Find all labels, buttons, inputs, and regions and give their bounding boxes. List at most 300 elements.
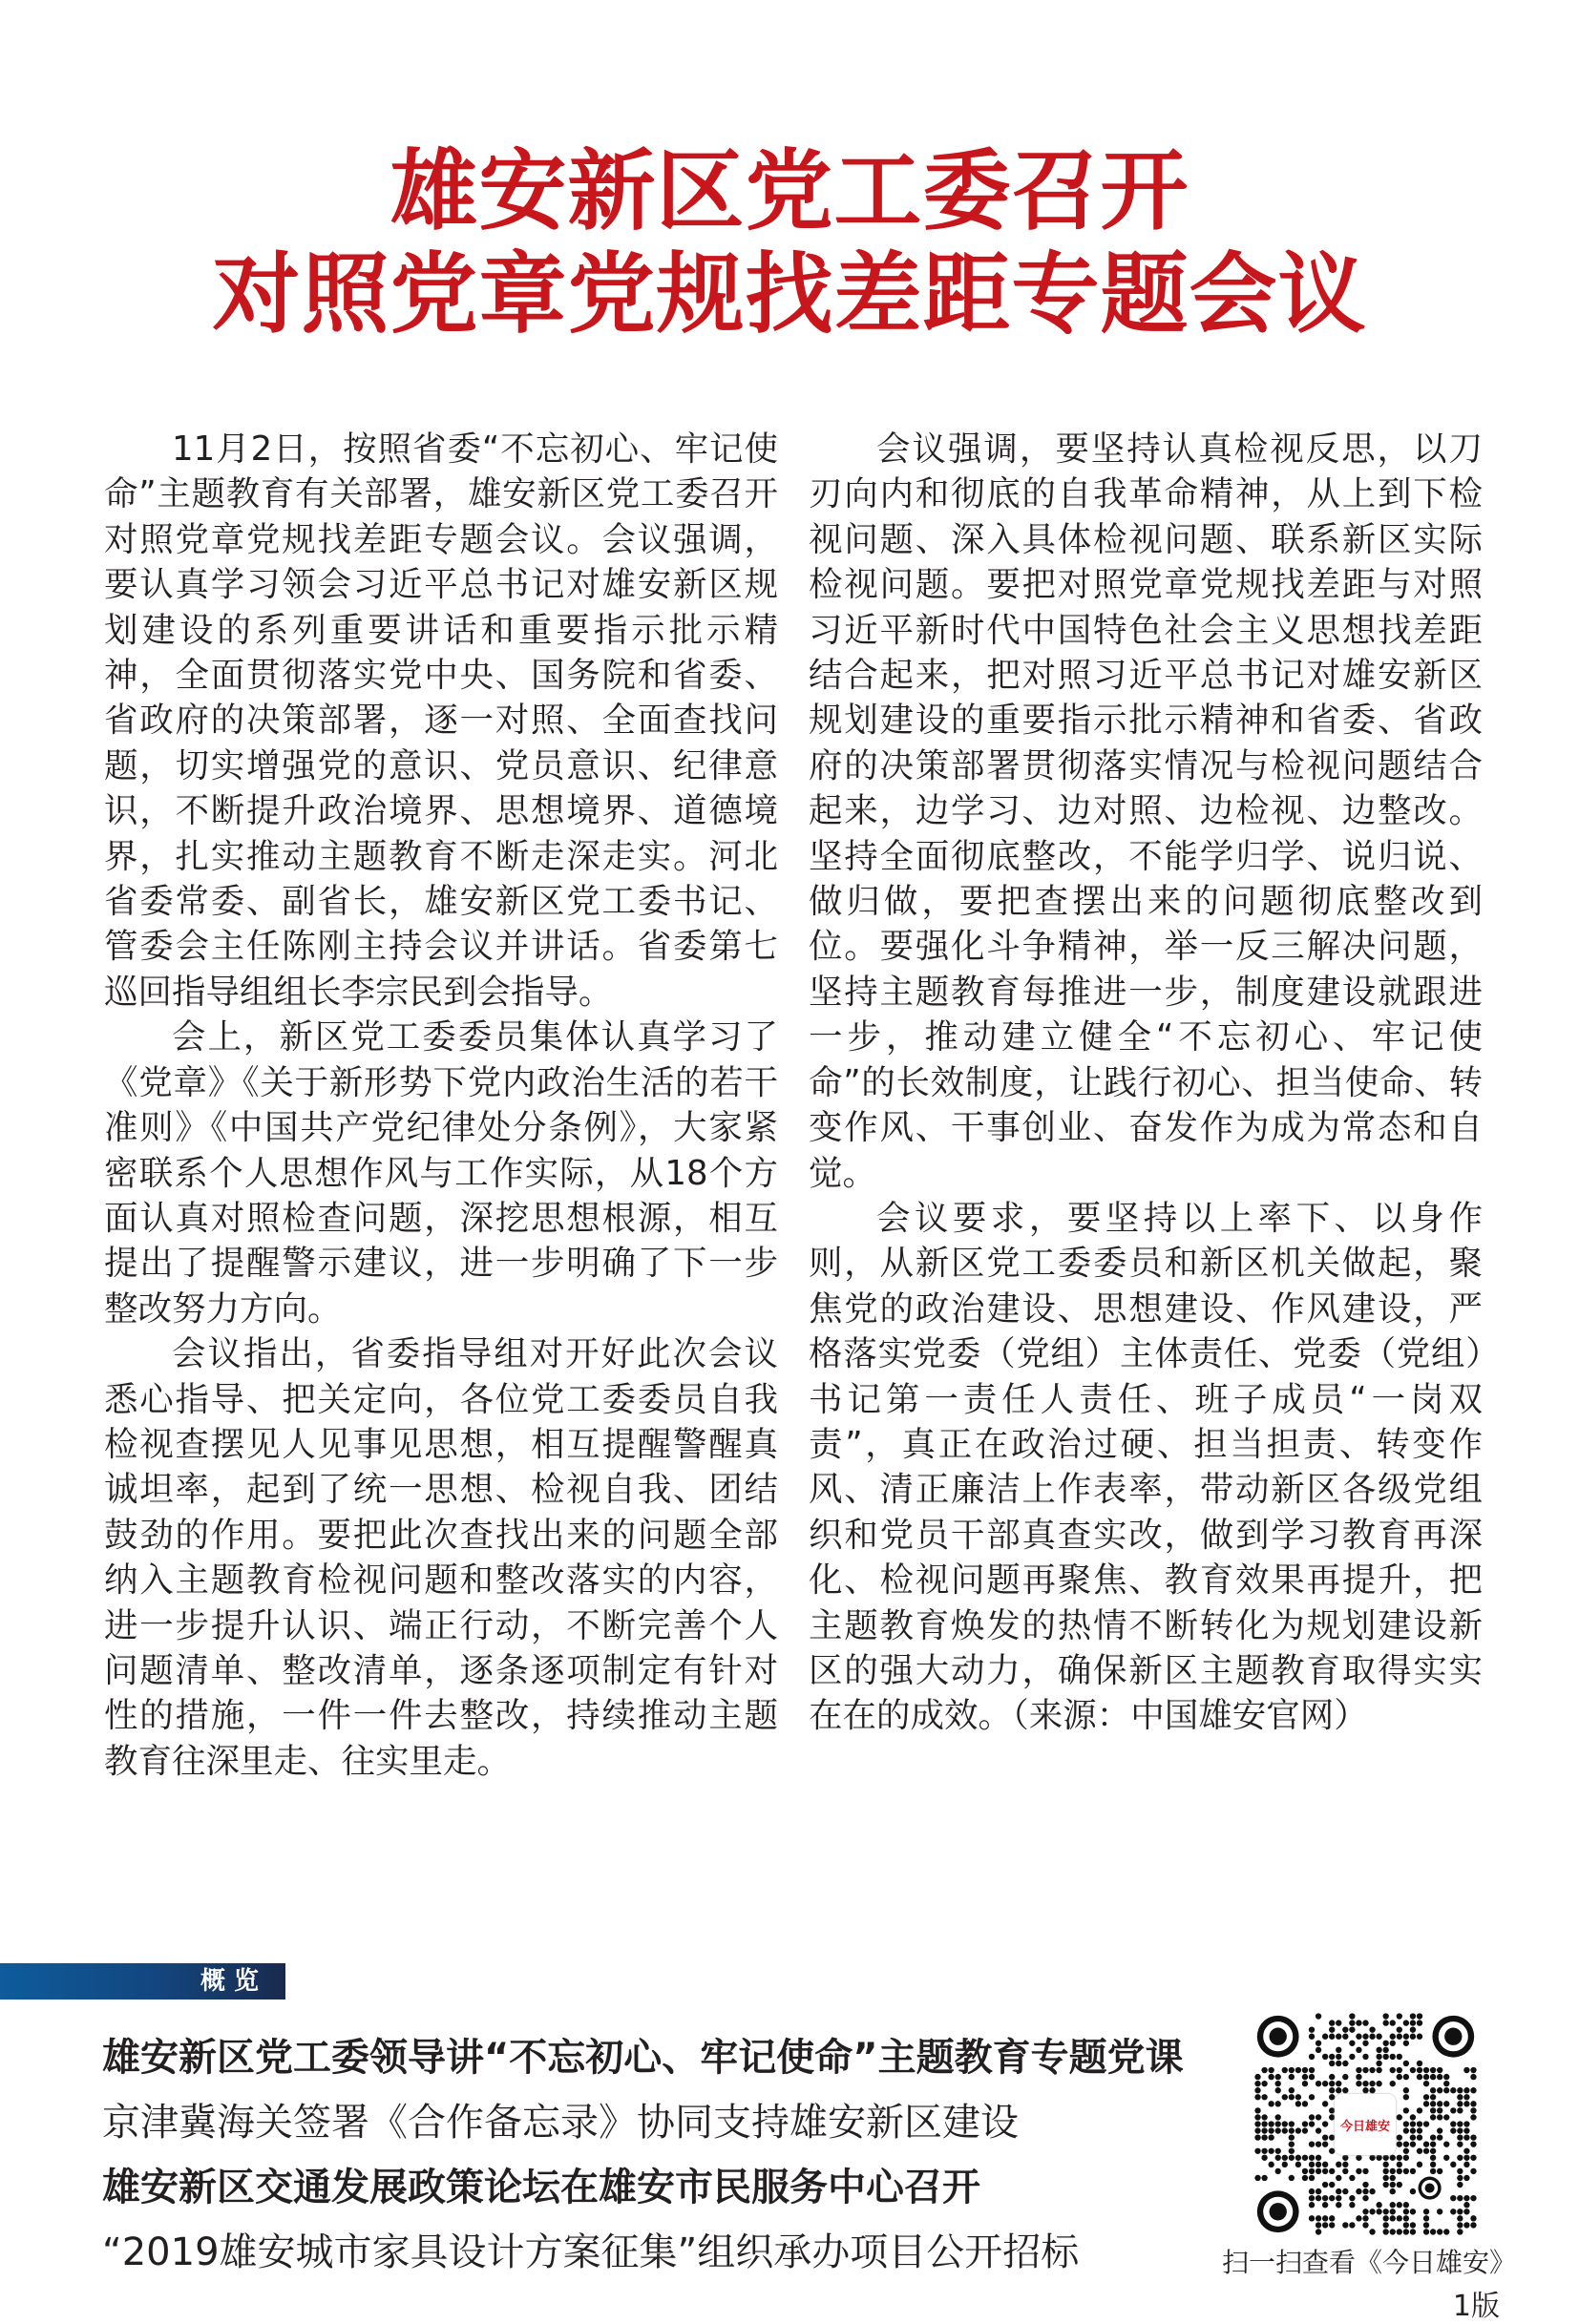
qr-module (1254, 2148, 1260, 2154)
qr-module (1356, 2081, 1361, 2086)
qr-module (1437, 2168, 1442, 2174)
qr-module (1336, 2162, 1341, 2167)
qr-module (1309, 2168, 1315, 2174)
qr-module (1316, 2114, 1321, 2120)
qr-module (1309, 2034, 1315, 2040)
qr-module (1342, 2168, 1348, 2174)
qr-module (1322, 2222, 1328, 2228)
qr-module (1430, 2162, 1436, 2167)
qr-module (1423, 2209, 1429, 2214)
qr-module (1470, 2074, 1476, 2080)
qr-module (1261, 2175, 1267, 2181)
qr-module (1403, 2222, 1409, 2228)
qr-module (1282, 2162, 1288, 2167)
qr-module (1289, 2148, 1295, 2154)
qr-module (1450, 2209, 1456, 2214)
overview-headline[interactable]: 雄安新区交通发展政策论坛在雄安市民服务中心召开 (102, 2166, 980, 2210)
qr-module (1383, 2047, 1389, 2053)
qr-module (1329, 2081, 1335, 2086)
qr-module (1423, 2215, 1429, 2221)
qr-module (1463, 2155, 1469, 2161)
qr-module (1457, 2215, 1463, 2221)
qr-module (1342, 2061, 1348, 2066)
qr-module (1254, 2135, 1260, 2141)
qr-module (1336, 2020, 1341, 2026)
qr-module (1470, 2168, 1476, 2174)
qr-module (1397, 2034, 1402, 2040)
qr-module (1261, 2128, 1267, 2134)
qr-module (1356, 2188, 1361, 2194)
qr-module (1403, 2034, 1409, 2040)
qr-module (1349, 2175, 1355, 2181)
qr-module (1322, 2034, 1328, 2040)
qr-module (1383, 2215, 1389, 2221)
qr-module (1423, 2142, 1429, 2147)
qr-module (1302, 2128, 1308, 2134)
qr-module (1362, 2215, 1368, 2221)
qr-module (1390, 2034, 1396, 2040)
overview-headline[interactable]: 京津冀海关签署《合作备忘录》协同支持雄安新区建设 (102, 2101, 1019, 2146)
qr-module (1356, 2155, 1361, 2161)
qr-module (1289, 2122, 1295, 2127)
qr-module (1316, 2229, 1321, 2234)
qr-module (1376, 2047, 1381, 2053)
qr-module (1261, 2155, 1267, 2161)
qr-module (1289, 2087, 1295, 2093)
qr-module (1403, 2209, 1409, 2214)
qr-module (1417, 2107, 1422, 2113)
qr-module (1295, 2128, 1301, 2134)
qr-module (1423, 2067, 1429, 2073)
article-paragraph: 会议要求，要坚持以上率下、以身作则，从新区党工委委员和新区机关做起，聚焦党的政治建设、思想建设、作风建设，严格落实党委（党组）主体责任、党委（党组）书记第一责任人责任、班子成员“一岗双责”，真正在政治过硬、担当担责、转变作风、清正廉洁上作表率，带动新区各级党组织和党员干部真查实改，做到学习教育再深化、检视问题再聚焦、教育效果再提升，把主题教育焕发的热情不断转化为规划建设新区的强大动力，确保新区主题教育取得实实在在的成效。（来源：中国雄安官网） (809, 1198, 1483, 1736)
qr-module (1302, 2122, 1308, 2127)
qr-module (1403, 2107, 1409, 2113)
qr-module (1463, 2135, 1469, 2141)
qr-module (1342, 2155, 1348, 2161)
qr-module (1316, 2142, 1321, 2147)
qr-module (1329, 2222, 1335, 2228)
qr-module (1316, 2195, 1321, 2201)
qr-module (1410, 2142, 1416, 2147)
qr-module (1463, 2162, 1469, 2167)
qr-module (1275, 2114, 1281, 2120)
qr-module (1268, 2162, 1274, 2167)
qr-module (1390, 2155, 1396, 2161)
qr-module (1397, 2074, 1402, 2080)
article-paragraph: 会议指出，省委指导组对开好此次会议悉心指导、把关定向，各位党工委委员自我检视查摆见人见事见思想，相互提醒警醒真诚坦率，起到了统一思想、检视自我、团结鼓劲的作用。要把此次查找出来的问题全部纳入主题教育检视问题和整改落实的内容，进一步提升认识、端正行动，不断完善个人问题清单、整改清单，逐条逐项制定有针对性的措施，一件一件去整改，持续推动主题教育往深里走、往实里走。 (104, 1334, 778, 1781)
qr-module (1437, 2087, 1442, 2093)
qr-module (1268, 2128, 1274, 2134)
qr-module (1437, 2128, 1442, 2134)
qr-module (1336, 2202, 1341, 2208)
qr-module (1295, 2155, 1301, 2161)
qr-module (1316, 2081, 1321, 2086)
qr-module (1463, 2128, 1469, 2134)
qr-module (1383, 2168, 1389, 2174)
qr-module (1457, 2107, 1463, 2113)
qr-module (1261, 2067, 1267, 2073)
qr-module (1417, 2074, 1422, 2080)
qr-module (1470, 2142, 1476, 2147)
qr-module (1376, 2155, 1381, 2161)
qr-module (1417, 2148, 1422, 2154)
qr-module (1362, 2195, 1368, 2201)
qr-module (1390, 2054, 1396, 2060)
qr-module (1410, 2020, 1416, 2026)
qr-module (1397, 2027, 1402, 2033)
qr-finder-pattern (1444, 2028, 1462, 2045)
qr-module (1450, 2162, 1456, 2167)
qr-module (1295, 2094, 1301, 2100)
qr-module (1289, 2094, 1295, 2100)
qr-module (1329, 2027, 1335, 2033)
qr-module (1336, 2195, 1341, 2201)
qr-module (1397, 2054, 1402, 2060)
qr-module (1369, 2229, 1375, 2234)
qr-module (1383, 2162, 1389, 2167)
qr-module (1289, 2155, 1295, 2161)
qr-module (1403, 2148, 1409, 2154)
qr-module (1309, 2188, 1315, 2194)
qr-module (1403, 2155, 1409, 2161)
qr-module (1316, 2041, 1321, 2046)
qr-module (1390, 2188, 1396, 2194)
qr-module (1282, 2067, 1288, 2073)
qr-module (1463, 2094, 1469, 2100)
qr-module (1302, 2155, 1308, 2161)
qr-module (1410, 2209, 1416, 2214)
qr-module (1457, 2182, 1463, 2188)
qr-module (1423, 2222, 1429, 2228)
qr-module (1410, 2188, 1416, 2194)
qr-module (1369, 2027, 1375, 2033)
qr-module (1336, 2047, 1341, 2053)
qr-module (1463, 2222, 1469, 2228)
qr-module (1289, 2067, 1295, 2073)
qr-module (1349, 2202, 1355, 2208)
page-label: 1版 (1452, 2290, 1500, 2324)
qr-module (1450, 2128, 1456, 2134)
qr-module (1369, 2081, 1375, 2086)
qr-module (1423, 2074, 1429, 2080)
qr-module (1390, 2168, 1396, 2174)
qr-module (1403, 2122, 1409, 2127)
qr-module (1403, 2094, 1409, 2100)
qr-module (1309, 2067, 1315, 2073)
qr-module (1403, 2041, 1409, 2046)
qr-module (1302, 2067, 1308, 2073)
qr-module (1342, 2074, 1348, 2080)
qr-module (1470, 2101, 1476, 2106)
qr-module (1457, 2135, 1463, 2141)
qr-module (1342, 2222, 1348, 2228)
article-title-line-2: 对照党章党规找差距专题会议 (212, 242, 1367, 345)
qr-module (1450, 2087, 1456, 2093)
qr-module (1383, 2175, 1389, 2181)
qr-module (1282, 2128, 1288, 2134)
qr-module (1390, 2182, 1396, 2188)
qr-module (1457, 2195, 1463, 2201)
qr-module (1457, 2155, 1463, 2161)
qr-module (1443, 2074, 1449, 2080)
qr-module (1369, 2067, 1375, 2073)
qr-module (1309, 2155, 1315, 2161)
qr-module (1457, 2229, 1463, 2234)
qr-module (1463, 2202, 1469, 2208)
qr-module (1410, 2168, 1416, 2174)
qr-module (1342, 2027, 1348, 2033)
qr-module (1295, 2067, 1301, 2073)
qr-module (1322, 2142, 1328, 2147)
qr-module (1254, 2094, 1260, 2100)
qr-module (1329, 2215, 1335, 2221)
qr-module (1403, 2229, 1409, 2234)
qr-module (1349, 2027, 1355, 2033)
qr-module (1268, 2122, 1274, 2127)
qr-module (1376, 2061, 1381, 2066)
qr-module (1397, 2135, 1402, 2141)
overview-banner: 概 览 (0, 1963, 285, 1999)
qr-module (1470, 2114, 1476, 2120)
qr-module (1457, 2087, 1463, 2093)
article-paragraph: 11月2日，按照省委“不忘初心、牢记使命”主题教育有关部署，雄安新区党工委召开对照党章党规找差距专题会议。会议强调，要认真学习领会习近平总书记对雄安新区规划建设的系列重要讲话和重要指示批示精神，全面贯彻落实党中央、国务院和省委、省政府的决策部署，逐一对照、全面查找问题，切实增强党的意识、党员意识、纪律意识，不断提升政治境界、思想境界、道德境界，扎实推动主题教育不断走深走实。河北省委常委、副省长，雄安新区党工委书记、管委会主任陈刚主持会议并讲话。省委第七巡回指导组组长李宗民到会指导。 (104, 429, 778, 1012)
qr-module (1417, 2034, 1422, 2040)
qr-module (1390, 2020, 1396, 2026)
qr-module (1437, 2107, 1442, 2113)
qr-module (1390, 2175, 1396, 2181)
qr-module (1403, 2087, 1409, 2093)
qr-module (1369, 2209, 1375, 2214)
qr-module (1410, 2014, 1416, 2020)
qr-module (1470, 2222, 1476, 2228)
qr-module (1437, 2135, 1442, 2141)
qr-module (1322, 2168, 1328, 2174)
qr-module (1403, 2074, 1409, 2080)
qr-module (1383, 2209, 1389, 2214)
qr-module (1430, 2168, 1436, 2174)
qr-module (1329, 2061, 1335, 2066)
qr-module (1336, 2054, 1341, 2060)
qr-module (1336, 2081, 1341, 2086)
qr-module (1356, 2047, 1361, 2053)
qr-module (1397, 2202, 1402, 2208)
qr-module (1383, 2182, 1389, 2188)
qr-module (1316, 2222, 1321, 2228)
qr-module (1302, 2101, 1308, 2106)
qr-module (1369, 2155, 1375, 2161)
qr-module (1289, 2175, 1295, 2181)
qr-module (1383, 2014, 1389, 2020)
qr-module (1410, 2034, 1416, 2040)
qr-module (1417, 2128, 1422, 2134)
qr-module (1397, 2014, 1402, 2020)
qr-logo: 今日雄安 (1335, 2094, 1396, 2155)
qr-module (1356, 2067, 1361, 2073)
qr-module (1410, 2114, 1416, 2120)
overview-headline[interactable]: 雄安新区党工委领导讲“不忘初心、牢记使命”主题教育专题党课 (102, 2036, 1184, 2081)
qr-module (1316, 2014, 1321, 2020)
qr-module (1397, 2182, 1402, 2188)
qr-finder-pattern (1270, 2028, 1287, 2045)
qr-module (1403, 2168, 1409, 2174)
qr-module (1362, 2222, 1368, 2228)
qr-module (1376, 2209, 1381, 2214)
qr-module (1362, 2182, 1368, 2188)
qr-module (1470, 2195, 1476, 2201)
qr-module (1390, 2215, 1396, 2221)
qr-module (1275, 2074, 1281, 2080)
qr-module (1329, 2195, 1335, 2201)
qr-module (1383, 2155, 1389, 2161)
qr-module (1282, 2155, 1288, 2161)
qr-module (1437, 2229, 1442, 2234)
qr-module (1316, 2215, 1321, 2221)
qr-module (1261, 2114, 1267, 2120)
qr-module (1302, 2175, 1308, 2181)
overview-section (0, 1963, 1579, 2324)
qr-module (1443, 2155, 1449, 2161)
qr-module (1322, 2081, 1328, 2086)
qr-module (1403, 2061, 1409, 2066)
qr-module (1254, 2175, 1260, 2181)
qr-module (1336, 2034, 1341, 2040)
qr-module (1403, 2202, 1409, 2208)
qr-module (1275, 2155, 1281, 2161)
qr-module (1289, 2135, 1295, 2141)
qr-module (1362, 2081, 1368, 2086)
qr-module (1376, 2202, 1381, 2208)
qr-module (1430, 2229, 1436, 2234)
qr-caption: 扫一扫查看《今日雄安》 (1222, 2247, 1517, 2279)
qr-module (1261, 2081, 1267, 2086)
article-paragraph: 会议强调，要坚持认真检视反思，以刀刃向内和彻底的自我革命精神，从上到下检视问题、深入具体检视问题、联系新区实际检视问题。要把对照党章党规找差距与对照习近平新时代中国特色社会主义思想找差距结合起来，把对照习近平总书记对雄安新区规划建设的重要指示批示精神和省委、省政府的决策部署贯彻落实情况与检视问题结合起来，边学习、边对照、边检视、边整改。坚持全面彻底整改，不能学归学、说归说、做归做，要把查摆出来的问题彻底整改到位。要强化斗争精神，举一反三解决问题，坚持主题教育每推进一步，制度建设就跟进一步，推动建立健全“不忘初心、牢记使命”的长效制度，让践行初心、担当使命、转变作风、干事创业、奋发作为成为常态和自觉。 (809, 429, 1483, 1193)
qr-module (1403, 2020, 1409, 2026)
qr-module (1254, 2107, 1260, 2113)
qr-module (1443, 2114, 1449, 2120)
qr-module (1430, 2094, 1436, 2100)
qr-module (1397, 2114, 1402, 2120)
qr-module (1437, 2067, 1442, 2073)
qr-module (1423, 2101, 1429, 2106)
qr-module (1349, 2020, 1355, 2026)
qr-module (1417, 2014, 1422, 2020)
qr-module (1275, 2101, 1281, 2106)
qr-module (1437, 2209, 1442, 2214)
qr-module (1443, 2142, 1449, 2147)
qr-module (1336, 2087, 1341, 2093)
qr-module (1336, 2061, 1341, 2066)
qr-module (1261, 2135, 1267, 2141)
qr-module (1316, 2188, 1321, 2194)
qr-module (1376, 2067, 1381, 2073)
qr-module (1450, 2122, 1456, 2127)
qr-module (1397, 2162, 1402, 2167)
qr-module (1356, 2215, 1361, 2221)
qr-module (1302, 2168, 1308, 2174)
qr-module (1430, 2155, 1436, 2161)
qr-module (1309, 2027, 1315, 2033)
qr-module (1254, 2114, 1260, 2120)
qr-module (1437, 2101, 1442, 2106)
qr-module (1342, 2162, 1348, 2167)
qr-module (1457, 2101, 1463, 2106)
qr-module (1302, 2081, 1308, 2086)
qr-module (1423, 2122, 1429, 2127)
qr-module (1322, 2122, 1328, 2127)
qr-module (1390, 2209, 1396, 2214)
qr-module (1309, 2122, 1315, 2127)
qr-module (1309, 2074, 1315, 2080)
qr-module (1397, 2229, 1402, 2234)
qr-module (1336, 2188, 1341, 2194)
qr-module (1356, 2034, 1361, 2040)
qr-module (1369, 2034, 1375, 2040)
qr-module (1390, 2202, 1396, 2208)
qr-module (1349, 2054, 1355, 2060)
qr-module (1254, 2074, 1260, 2080)
qr-module (1369, 2087, 1375, 2093)
qr-module (1430, 2148, 1436, 2154)
qr-module (1397, 2155, 1402, 2161)
qr-module (1410, 2222, 1416, 2228)
qr-module (1417, 2135, 1422, 2141)
qr-module (1356, 2020, 1361, 2026)
qr-module (1403, 2142, 1409, 2147)
qr-module (1410, 2027, 1416, 2033)
qr-finder-pattern (1270, 2203, 1287, 2220)
qr-module (1322, 2135, 1328, 2141)
qr-module (1356, 2074, 1361, 2080)
qr-module (1309, 2142, 1315, 2147)
article-paragraph: 会上，新区党工委委员集体认真学习了《党章》《关于新形势下党内政治生活的若干准则》《中国共产党纪律处分条例》，大家紧密联系个人思想作风与工作实际，从18个方面认真对照检查问题，深挖思想根源，相互提出了提醒警示建议，进一步明确了下一步整改努力方向。 (104, 1017, 778, 1329)
qr-module (1289, 2142, 1295, 2147)
article-title-line-1: 雄安新区党工委召开 (389, 139, 1190, 242)
qr-module (1430, 2142, 1436, 2147)
qr-module (1362, 2041, 1368, 2046)
qr-module (1383, 2020, 1389, 2026)
qr-module (1423, 2229, 1429, 2234)
qr-module (1268, 2067, 1274, 2073)
qr-module (1362, 2168, 1368, 2174)
qr-module (1289, 2128, 1295, 2134)
qr-module (1362, 2034, 1368, 2040)
article-body (0, 427, 1579, 1784)
qr-module (1410, 2067, 1416, 2073)
qr-module (1309, 2202, 1315, 2208)
qr-module (1342, 2034, 1348, 2040)
qr-module (1329, 2054, 1335, 2060)
qr-module (1463, 2087, 1469, 2093)
qr-module (1390, 2067, 1396, 2073)
qr-module (1268, 2074, 1274, 2080)
qr-module (1417, 2162, 1422, 2167)
qr-module (1470, 2135, 1476, 2141)
qr-module (1316, 2155, 1321, 2161)
qr-module (1443, 2087, 1449, 2093)
qr-module (1275, 2081, 1281, 2086)
qr-module (1336, 2175, 1341, 2181)
qr-module (1309, 2094, 1315, 2100)
qr-module (1329, 2087, 1335, 2093)
qr-module (1295, 2162, 1301, 2167)
overview-headline[interactable]: “2019雄安城市家具设计方案征集”组织承办项目公开招标 (102, 2230, 1080, 2275)
qr-module (1349, 2014, 1355, 2020)
qr-module (1322, 2182, 1328, 2188)
qr-module (1309, 2054, 1315, 2060)
qr-module (1430, 2135, 1436, 2141)
qr-module (1470, 2107, 1476, 2113)
qr-module (1322, 2215, 1328, 2221)
